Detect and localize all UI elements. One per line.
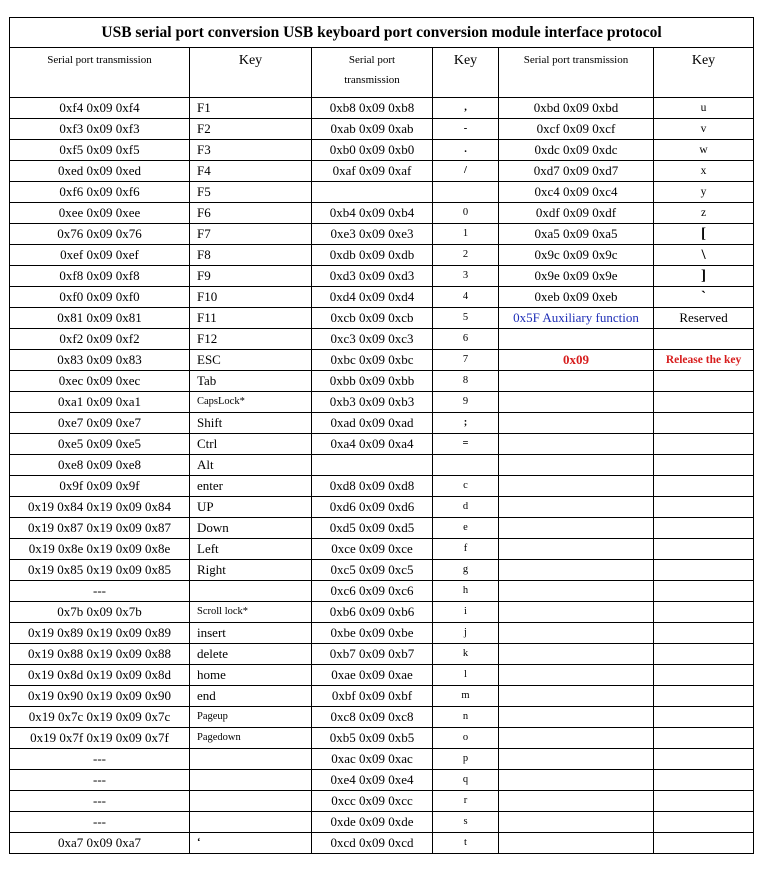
key-cell-col4: g	[433, 560, 499, 581]
code-cell-col1: 0x19 0x8d 0x19 0x09 0x8d	[10, 665, 190, 686]
table-row	[10, 644, 754, 665]
table-row	[10, 602, 754, 623]
key-cell-col4: d	[433, 497, 499, 518]
table-row	[10, 728, 754, 749]
key-cell-col6	[654, 644, 754, 665]
header-key-1: Key	[190, 48, 312, 98]
code-cell-col1: 0x19 0x8e 0x19 0x09 0x8e	[10, 539, 190, 560]
table-row	[10, 812, 754, 833]
key-cell-col2: Alt	[190, 455, 312, 476]
key-cell-col2: Right	[190, 560, 312, 581]
table-row	[10, 623, 754, 644]
table-row	[10, 287, 754, 308]
code-cell-col5	[499, 539, 654, 560]
code-cell-col3: 0xad 0x09 0xad	[312, 413, 433, 434]
code-cell-col1: 0xf8 0x09 0xf8	[10, 266, 190, 287]
key-cell-col2: F11	[190, 308, 312, 329]
table-row	[10, 686, 754, 707]
code-cell-col5	[499, 665, 654, 686]
header-key-3: Key	[654, 48, 754, 98]
code-cell-col3: 0xc5 0x09 0xc5	[312, 560, 433, 581]
key-cell-col4: j	[433, 623, 499, 644]
code-cell-col5	[499, 728, 654, 749]
key-cell-col6	[654, 749, 754, 770]
key-cell-col2: Shift	[190, 413, 312, 434]
table-row	[10, 518, 754, 539]
header-serial-transmission-3: Serial port transmission	[499, 48, 654, 98]
table-row	[10, 833, 754, 854]
code-cell-col3: 0xe4 0x09 0xe4	[312, 770, 433, 791]
code-cell-col3	[312, 455, 433, 476]
header-serial-transmission-2	[312, 48, 433, 98]
code-cell-col3: 0xcd 0x09 0xcd	[312, 833, 433, 854]
code-cell-col1: 0x19 0x7f 0x19 0x09 0x7f	[10, 728, 190, 749]
code-cell-col3: 0xcb 0x09 0xcb	[312, 308, 433, 329]
key-cell-col4: k	[433, 644, 499, 665]
key-cell-col6	[654, 728, 754, 749]
code-cell-col1: 0xf0 0x09 0xf0	[10, 287, 190, 308]
key-cell-col6	[654, 413, 754, 434]
code-cell-col3: 0xaf 0x09 0xaf	[312, 161, 433, 182]
key-cell-col2: Pagedown	[190, 728, 312, 749]
key-cell-col2: F10	[190, 287, 312, 308]
code-cell-col1: 0xec 0x09 0xec	[10, 371, 190, 392]
key-cell-col4: l	[433, 665, 499, 686]
key-cell-col2: Tab	[190, 371, 312, 392]
code-cell-col3	[312, 182, 433, 203]
code-cell-col3: 0xd6 0x09 0xd6	[312, 497, 433, 518]
key-cell-col6: y	[654, 182, 754, 203]
table-row	[10, 266, 754, 287]
code-cell-col3: 0xb7 0x09 0xb7	[312, 644, 433, 665]
code-cell-col1: 0xf5 0x09 0xf5	[10, 140, 190, 161]
table-row	[10, 98, 754, 119]
code-cell-col5	[499, 770, 654, 791]
key-cell-col4: i	[433, 602, 499, 623]
key-cell-col2: Left	[190, 539, 312, 560]
protocol-document	[9, 17, 753, 854]
key-cell-col6: Reserved	[654, 308, 754, 329]
key-cell-col4: 0	[433, 203, 499, 224]
code-cell-col5	[499, 791, 654, 812]
key-cell-col2	[190, 812, 312, 833]
key-cell-col6	[654, 812, 754, 833]
table-row	[10, 770, 754, 791]
key-cell-col6: [	[654, 224, 754, 245]
code-cell-col5	[499, 497, 654, 518]
code-cell-col1: 0xf4 0x09 0xf4	[10, 98, 190, 119]
code-cell-col1: 0x19 0x89 0x19 0x09 0x89	[10, 623, 190, 644]
code-cell-col3: 0xc6 0x09 0xc6	[312, 581, 433, 602]
table-row	[10, 707, 754, 728]
code-cell-col1: 0x81 0x09 0x81	[10, 308, 190, 329]
key-cell-col6: z	[654, 203, 754, 224]
code-cell-col3: 0xe3 0x09 0xe3	[312, 224, 433, 245]
key-cell-col2: Down	[190, 518, 312, 539]
code-cell-col1: 0xa7 0x09 0xa7	[10, 833, 190, 854]
key-cell-col6: u	[654, 98, 754, 119]
header-serial-transmission-2-line1: Serial port	[348, 54, 396, 66]
key-cell-col4: p	[433, 749, 499, 770]
code-cell-col3: 0xb5 0x09 0xb5	[312, 728, 433, 749]
code-cell-col1: 0xef 0x09 0xef	[10, 245, 190, 266]
header-serial-transmission-1: Serial port transmission	[10, 48, 190, 98]
key-cell-col6	[654, 791, 754, 812]
code-cell-col5: 0xd7 0x09 0xd7	[499, 161, 654, 182]
key-cell-col6: ]	[654, 266, 754, 287]
key-cell-col4: f	[433, 539, 499, 560]
key-cell-col4: h	[433, 581, 499, 602]
code-cell-col5	[499, 560, 654, 581]
key-cell-col4: 7	[433, 350, 499, 371]
key-cell-col4: t	[433, 833, 499, 854]
code-cell-col3: 0xce 0x09 0xce	[312, 539, 433, 560]
code-cell-col1: 0xf3 0x09 0xf3	[10, 119, 190, 140]
key-cell-col4: q	[433, 770, 499, 791]
code-cell-col5: 0x9c 0x09 0x9c	[499, 245, 654, 266]
key-cell-col2: F8	[190, 245, 312, 266]
code-cell-col1: 0xf6 0x09 0xf6	[10, 182, 190, 203]
key-cell-col4: e	[433, 518, 499, 539]
key-cell-col2: UP	[190, 497, 312, 518]
key-cell-col4: o	[433, 728, 499, 749]
key-cell-col6	[654, 434, 754, 455]
key-cell-col6	[654, 497, 754, 518]
table-title-row	[10, 18, 754, 48]
table-row	[10, 413, 754, 434]
key-cell-col2	[190, 749, 312, 770]
key-cell-col6	[654, 602, 754, 623]
key-cell-col6	[654, 371, 754, 392]
code-cell-col5: 0xa5 0x09 0xa5	[499, 224, 654, 245]
code-cell-col3: 0xd8 0x09 0xd8	[312, 476, 433, 497]
code-cell-col5	[499, 833, 654, 854]
code-cell-col5	[499, 413, 654, 434]
key-cell-col2: F1	[190, 98, 312, 119]
table-row	[10, 749, 754, 770]
code-cell-col5: 0x9e 0x09 0x9e	[499, 266, 654, 287]
key-cell-col6	[654, 476, 754, 497]
key-cell-col2: ESC	[190, 350, 312, 371]
code-cell-col3: 0xb3 0x09 0xb3	[312, 392, 433, 413]
key-cell-col4: c	[433, 476, 499, 497]
code-cell-col5	[499, 392, 654, 413]
code-cell-col5: 0xdc 0x09 0xdc	[499, 140, 654, 161]
code-cell-col1: 0xe8 0x09 0xe8	[10, 455, 190, 476]
code-cell-col3: 0xac 0x09 0xac	[312, 749, 433, 770]
key-cell-col2: CapsLock*	[190, 392, 312, 413]
key-cell-col6	[654, 833, 754, 854]
table-row	[10, 140, 754, 161]
code-cell-col5	[499, 518, 654, 539]
code-cell-col5: 0xcf 0x09 0xcf	[499, 119, 654, 140]
key-cell-col6: Release the key	[654, 350, 754, 371]
table-row	[10, 392, 754, 413]
key-cell-col2: enter	[190, 476, 312, 497]
code-cell-col1: 0x19 0x84 0x19 0x09 0x84	[10, 497, 190, 518]
header-serial-transmission-2-line2: transmission	[344, 74, 400, 86]
code-cell-col1: ---	[10, 749, 190, 770]
code-cell-col5	[499, 371, 654, 392]
code-cell-col3: 0xc8 0x09 0xc8	[312, 707, 433, 728]
key-cell-col2: F5	[190, 182, 312, 203]
key-cell-col4: m	[433, 686, 499, 707]
key-cell-col6: x	[654, 161, 754, 182]
code-cell-col1: 0x7b 0x09 0x7b	[10, 602, 190, 623]
code-cell-col3: 0xc3 0x09 0xc3	[312, 329, 433, 350]
key-cell-col2: F12	[190, 329, 312, 350]
code-cell-col3: 0xae 0x09 0xae	[312, 665, 433, 686]
table-row	[10, 329, 754, 350]
code-cell-col5	[499, 644, 654, 665]
code-cell-col3: 0xbb 0x09 0xbb	[312, 371, 433, 392]
key-cell-col2: delete	[190, 644, 312, 665]
key-cell-col2: ‘	[190, 833, 312, 854]
code-cell-col5	[499, 581, 654, 602]
key-cell-col6	[654, 560, 754, 581]
key-cell-col4: 5	[433, 308, 499, 329]
code-cell-col1: 0xed 0x09 0xed	[10, 161, 190, 182]
code-cell-col3: 0xd4 0x09 0xd4	[312, 287, 433, 308]
code-cell-col3: 0xdb 0x09 0xdb	[312, 245, 433, 266]
code-cell-col3: 0xde 0x09 0xde	[312, 812, 433, 833]
key-cell-col6	[654, 707, 754, 728]
table-row	[10, 560, 754, 581]
key-cell-col6	[654, 623, 754, 644]
code-cell-col1: 0x19 0x90 0x19 0x09 0x90	[10, 686, 190, 707]
key-cell-col6	[654, 665, 754, 686]
code-cell-col5	[499, 812, 654, 833]
key-cell-col2: F7	[190, 224, 312, 245]
table-row	[10, 434, 754, 455]
key-cell-col2: Ctrl	[190, 434, 312, 455]
code-cell-col1: 0x19 0x88 0x19 0x09 0x88	[10, 644, 190, 665]
table-row	[10, 119, 754, 140]
key-cell-col6	[654, 686, 754, 707]
key-cell-col4: .	[433, 140, 499, 161]
code-cell-col1: 0x9f 0x09 0x9f	[10, 476, 190, 497]
table-row	[10, 455, 754, 476]
code-cell-col5	[499, 602, 654, 623]
code-cell-col5	[499, 455, 654, 476]
key-cell-col6	[654, 518, 754, 539]
code-cell-col1: 0x19 0x7c 0x19 0x09 0x7c	[10, 707, 190, 728]
code-cell-col5: 0xdf 0x09 0xdf	[499, 203, 654, 224]
code-cell-col1: ---	[10, 770, 190, 791]
key-cell-col6: w	[654, 140, 754, 161]
table-row	[10, 182, 754, 203]
code-cell-col5: 0xeb 0x09 0xeb	[499, 287, 654, 308]
code-cell-col1: 0xa1 0x09 0xa1	[10, 392, 190, 413]
code-cell-col5: 0x5F Auxiliary function	[499, 308, 654, 329]
key-cell-col2: F3	[190, 140, 312, 161]
key-cell-col4	[433, 455, 499, 476]
key-cell-col6	[654, 581, 754, 602]
table-row	[10, 308, 754, 329]
code-cell-col3: 0xa4 0x09 0xa4	[312, 434, 433, 455]
code-cell-col1: 0xf2 0x09 0xf2	[10, 329, 190, 350]
table-row	[10, 581, 754, 602]
code-cell-col1: 0x83 0x09 0x83	[10, 350, 190, 371]
code-cell-col5	[499, 434, 654, 455]
key-cell-col2	[190, 581, 312, 602]
key-cell-col2: end	[190, 686, 312, 707]
key-cell-col2	[190, 770, 312, 791]
code-cell-col3: 0xb4 0x09 0xb4	[312, 203, 433, 224]
table-row	[10, 161, 754, 182]
key-cell-col4: 3	[433, 266, 499, 287]
table-row	[10, 371, 754, 392]
code-cell-col3: 0xd5 0x09 0xd5	[312, 518, 433, 539]
code-cell-col5: 0x09	[499, 350, 654, 371]
code-cell-col1: 0xe5 0x09 0xe5	[10, 434, 190, 455]
code-cell-col1: ---	[10, 581, 190, 602]
table-header-row	[10, 48, 754, 98]
code-cell-col5	[499, 476, 654, 497]
key-cell-col2: insert	[190, 623, 312, 644]
key-cell-col6	[654, 455, 754, 476]
code-cell-col3: 0xbc 0x09 0xbc	[312, 350, 433, 371]
key-cell-col2: F6	[190, 203, 312, 224]
table-row	[10, 665, 754, 686]
code-cell-col3: 0xbf 0x09 0xbf	[312, 686, 433, 707]
key-cell-col6: `	[654, 287, 754, 308]
key-cell-col4: /	[433, 161, 499, 182]
key-cell-col4: =	[433, 434, 499, 455]
code-cell-col5	[499, 749, 654, 770]
key-cell-col4: n	[433, 707, 499, 728]
code-cell-col3: 0xb6 0x09 0xb6	[312, 602, 433, 623]
code-cell-col3: 0xab 0x09 0xab	[312, 119, 433, 140]
key-cell-col6	[654, 539, 754, 560]
table-row	[10, 350, 754, 371]
key-cell-col2: Pageup	[190, 707, 312, 728]
table-row	[10, 224, 754, 245]
table-row	[10, 791, 754, 812]
key-cell-col2	[190, 791, 312, 812]
key-cell-col6	[654, 329, 754, 350]
code-cell-col5: 0xc4 0x09 0xc4	[499, 182, 654, 203]
key-cell-col2: F9	[190, 266, 312, 287]
key-cell-col6	[654, 770, 754, 791]
code-cell-col5	[499, 623, 654, 644]
key-cell-col4: -	[433, 119, 499, 140]
code-cell-col3: 0xd3 0x09 0xd3	[312, 266, 433, 287]
key-cell-col4: 6	[433, 329, 499, 350]
code-cell-col5: 0xbd 0x09 0xbd	[499, 98, 654, 119]
key-cell-col4: 1	[433, 224, 499, 245]
key-cell-col2: F2	[190, 119, 312, 140]
key-cell-col4: 9	[433, 392, 499, 413]
table-row	[10, 203, 754, 224]
key-cell-col6: v	[654, 119, 754, 140]
key-cell-col2: F4	[190, 161, 312, 182]
key-cell-col4: 8	[433, 371, 499, 392]
key-cell-col4	[433, 182, 499, 203]
key-cell-col6: \	[654, 245, 754, 266]
key-cell-col4: ;	[433, 413, 499, 434]
page-title: USB serial port conversion USB keyboard port conversion module interface protocol	[10, 18, 754, 48]
code-cell-col1: 0x76 0x09 0x76	[10, 224, 190, 245]
key-cell-col4: 4	[433, 287, 499, 308]
table-row	[10, 497, 754, 518]
code-cell-col3: 0xb0 0x09 0xb0	[312, 140, 433, 161]
code-cell-col1: ---	[10, 812, 190, 833]
code-cell-col3: 0xb8 0x09 0xb8	[312, 98, 433, 119]
table-row	[10, 245, 754, 266]
key-cell-col4: s	[433, 812, 499, 833]
protocol-table	[9, 17, 754, 854]
code-cell-col5	[499, 686, 654, 707]
header-key-2: Key	[433, 48, 499, 98]
code-cell-col5	[499, 707, 654, 728]
key-cell-col4: ,	[433, 98, 499, 119]
table-row	[10, 476, 754, 497]
table-row	[10, 539, 754, 560]
code-cell-col1: 0x19 0x87 0x19 0x09 0x87	[10, 518, 190, 539]
code-cell-col1: 0xee 0x09 0xee	[10, 203, 190, 224]
code-cell-col1: ---	[10, 791, 190, 812]
code-cell-col5	[499, 329, 654, 350]
key-cell-col4: 2	[433, 245, 499, 266]
code-cell-col1: 0x19 0x85 0x19 0x09 0x85	[10, 560, 190, 581]
code-cell-col1: 0xe7 0x09 0xe7	[10, 413, 190, 434]
code-cell-col3: 0xcc 0x09 0xcc	[312, 791, 433, 812]
code-cell-col3: 0xbe 0x09 0xbe	[312, 623, 433, 644]
key-cell-col2: home	[190, 665, 312, 686]
key-cell-col2: Scroll lock*	[190, 602, 312, 623]
key-cell-col6	[654, 392, 754, 413]
key-cell-col4: r	[433, 791, 499, 812]
